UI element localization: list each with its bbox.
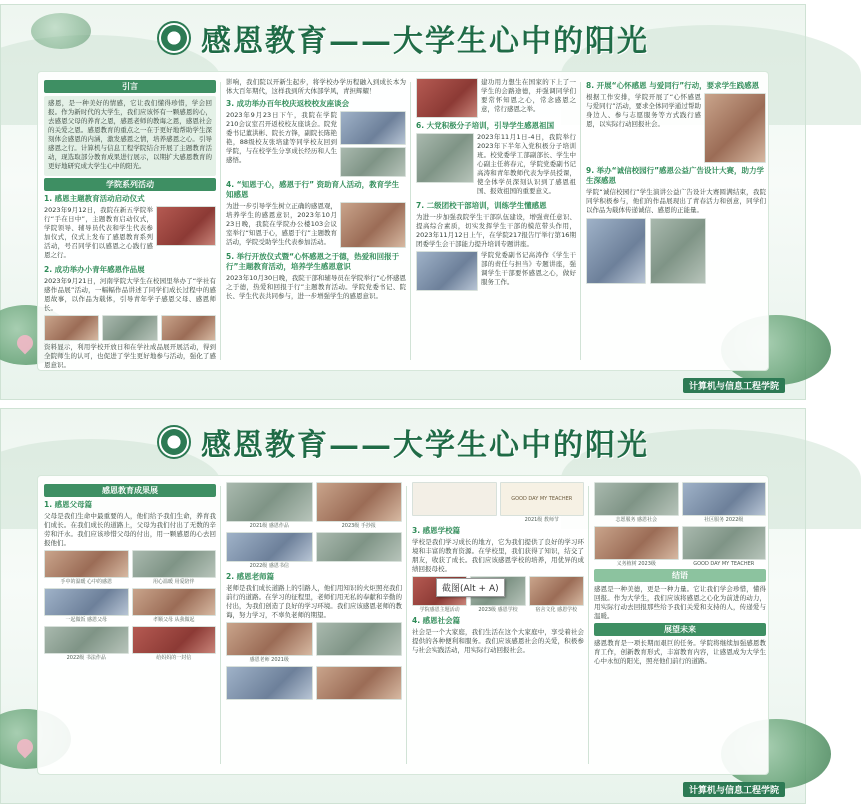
column-divider <box>580 82 581 360</box>
photo <box>226 666 313 700</box>
teacher-card: GOOD DAY MY TEACHER <box>500 482 585 516</box>
college-name: 计算机与信息工程学院 <box>683 378 785 393</box>
photo <box>132 550 217 578</box>
photo-caption: 2022级 感恩书信 <box>249 563 289 569</box>
photo-grid <box>412 482 584 523</box>
section-title: 3. 感恩学校篇 <box>412 526 461 535</box>
section-title: 9. 举办“诚信校园行”感恩公益广告设计大赛，助力学生深感恩 <box>586 166 765 185</box>
conclusion-heading: 结语 <box>594 569 766 582</box>
results-heading: 感恩教育成果展 <box>44 484 216 497</box>
photo-caption: 用心温暖 用爱陪伴 <box>152 579 195 585</box>
section-text: 建功用力想生在国家的下上了一学生的会路途德，并强调同学们要常怀知恩之心，常念感恩之意，常行感恩之举。 <box>481 78 576 113</box>
content-panel <box>37 71 769 371</box>
photo <box>416 251 478 291</box>
photo <box>529 576 584 606</box>
photo <box>340 202 406 248</box>
conclusion-text: 感恩是一种美德，更是一种力量。它让我们学会珍惜，懂得回报。作为大学生，我们应该将感恩之心化为前进的动力，用实际行动去回报那些给予我们关爱和支持的人，传递爱与温暖。 <box>594 585 766 620</box>
photo-caption: 手中的温暖 心中的感恩 <box>60 579 113 585</box>
section-text: 2023年9月23日下午，我院在学院210会议室召开返校校友座谈会。院党委书记董洪彬、院长方锋，副院长陈艳艳，88级校友张培建等同学校友回到学院，与在校学生分享成长经历和人生感悟。 <box>226 111 337 164</box>
photo <box>316 666 403 700</box>
college-name: 计算机与信息工程学院 <box>683 782 785 797</box>
section-title: 7. 二级团校干部培训，训练学生懂感恩 <box>416 201 547 210</box>
photo <box>340 147 406 177</box>
photo-caption: 学院感恩主题活动 <box>419 607 460 613</box>
photo-caption: 义务植树 2023级 <box>616 561 656 567</box>
section-title: 1. 感恩父母篇 <box>44 500 93 509</box>
photo-caption: 宿舍文化 感恩学校 <box>535 607 578 613</box>
photo <box>340 111 406 145</box>
photo-caption: GOOD DAY MY TEACHER <box>693 561 755 567</box>
column-divider <box>220 486 221 764</box>
screenshot-tooltip: 截图(Alt + A) <box>436 578 505 597</box>
content-panel <box>37 475 769 775</box>
photo <box>102 315 157 341</box>
section-text: 为进一步加强我院学生干部队伍建设，增强责任意识、提高综合素质，切实发挥学生干部的模范带头作用，2023年11月12日上午，在学院217报告厅举行第16期团委学生会干部能力提升培训专题讲座。 <box>416 213 576 248</box>
photo-caption: 孝顺父母 从我做起 <box>152 617 195 623</box>
column-divider <box>410 82 411 360</box>
photo-caption: 感恩老师 2021级 <box>249 657 289 663</box>
bottom-board <box>0 408 806 804</box>
photo-caption: 一起做饭 感恩父母 <box>65 617 108 623</box>
section-text: 2023年9月21日，河南学院大学生在校园里举办了“学社有感作品展”活动，一幅幅作品讲述了同学们成长过程中的感恩故事，以作品为载体，引导青年学子感恩父母、感恩师长。 <box>44 277 216 312</box>
section-text: 老师是我们成长道路上的引路人，他们用知识的火炬照亮我们前行的道路。在学习的征程里，老师们用无私的奉献和辛勤的付出，为我们创造了良好的学习环境。我们应该感恩老师的教诲，努力学习，不辜负老师的期望。 <box>226 584 402 619</box>
section-title: 3. 成功举办百年校庆返校校友座谈会 <box>226 99 350 108</box>
column-2 <box>226 482 402 768</box>
column-3 <box>412 482 584 768</box>
column-4 <box>594 482 766 768</box>
photo <box>316 482 403 522</box>
section-title: 2. 成功举办小青年感恩作品展 <box>44 265 145 274</box>
board-title: 感恩教育——大学生心中的阳光 <box>201 428 649 463</box>
column-4 <box>586 78 766 364</box>
section-text: 影响，我们院以开新生起步，将学校办学历程融入到成长本为体大百年期代，这样我到所大体部学风，青担辉耀！ <box>226 78 406 95</box>
column-2 <box>226 78 406 364</box>
photo-grid <box>226 482 402 569</box>
section-text: 学校是我们学习成长的地方，它为我们提供了良好的学习环境和丰富的教育资源。在学校里，我们获得了知识，结交了朋友，收获了成长。我们应该感恩学校的培养，用优异的成绩回报母校。 <box>412 538 584 573</box>
intro-text: 感恩，是一种美好的情感，它让我们懂得珍惜，学会回报。作为新时代的大学生，我们应该怀有一颗感恩的心，去感恩父母的养育之恩，感恩老师的教诲之恩，感恩社会的关爱之恩。感恩教育的重点之一在于更好地帮助学生深刻体会感恩的内涵，激发感恩之情，培养感恩之心。引导感恩之行。计算机与信息工程学院结合开展了主题教育活动，现选取部分教育成果进行展示，以期扩大感恩教育的更好地研究成大学生心中的阳光。 <box>48 99 212 170</box>
photo-caption: 2023级 感恩学校 <box>478 607 518 613</box>
photo <box>226 622 313 656</box>
photo-caption: 给妈妈的一封信 <box>156 655 192 661</box>
photo <box>594 526 679 560</box>
poster-image <box>586 218 646 284</box>
section-text: 2023年10月30日晚，我院干部和辅导员在学院举行“心怀感恩之于德，热爱和回报于行”主题教育活动。学院党委书记、院长、学生代表共同参与，进一步增强学生的感恩意识。 <box>226 274 406 300</box>
photo <box>44 588 129 616</box>
photo <box>44 315 99 341</box>
poster-image <box>650 218 706 284</box>
section-text: 为进一步引导学生树立正确的感恩观，培养学生的感恩意识，2023年10月23日晚，我院在学院办公楼103会议室举行“知恩于心，感恩于行”主题教育活动，学院受助学生代表参加活动。 <box>226 202 337 246</box>
section-title: 6. 大党积极分子培训，引导学生感恩祖国 <box>416 121 555 130</box>
photo <box>316 622 403 656</box>
photo-caption: 2023级 手抄报 <box>341 523 376 529</box>
photo <box>44 550 129 578</box>
section-text: 资料显示，利用学校开放日和在学社成品展开展活动，得到全院师生的认可，也促进了学生更好地参与活动，强化了感恩意识。 <box>44 343 216 369</box>
photo <box>416 78 478 118</box>
photo-grid <box>44 550 216 661</box>
photo <box>316 532 403 562</box>
photo <box>44 626 129 654</box>
board-header <box>1 13 805 63</box>
column-divider <box>220 82 221 360</box>
top-board <box>0 4 806 400</box>
future-text: 感恩教育是一项长期而艰巨的任务。学院将继续加强感恩教育工作，创新教育形式，丰富教育内容，让感恩成为大学生心中永恒的阳光，照亮他们前行的道路。 <box>594 639 766 665</box>
section-text: 2023年11月1日-4日，我院举行2023年下半年入党积极分子培训班。校党委学工部副部长、学生中心副主任蒋春元，学院党委副书记高涛和青年教师代表为学员授课，使全体学员深刻认识到了感恩祖国、报效祖国的重要意义。 <box>477 133 576 195</box>
column-3 <box>416 78 576 364</box>
photo <box>594 482 679 516</box>
section-text: 社会是一个大家庭，我们生活在这个大家庭中，享受着社会提供的各种便利和服务。我们应该感恩社会的关爱，积极参与社会实践活动，用实际行动回报社会。 <box>412 628 584 654</box>
photo-grid <box>594 482 766 567</box>
column-1 <box>44 78 216 369</box>
section-title: 4. “知恩于心，感恩于行” 资助育人活动，教育学生知感恩 <box>226 180 400 199</box>
photo-caption: 2022级 书法作品 <box>66 655 106 661</box>
college-emblem-icon <box>157 21 191 55</box>
section-text: 学院“诚信校园行”学生演讲公益广告设计大赛圆满结束，我院同学积极参与，他们的作品展现出了青春活力和创意，同学们以作品为载体传递诚信、感恩的正能量。 <box>586 188 766 214</box>
board-title: 感恩教育——大学生心中的阳光 <box>201 24 649 59</box>
photo <box>416 133 474 183</box>
intro-heading: 引言 <box>44 80 216 93</box>
photo <box>704 93 766 163</box>
photo <box>226 482 313 522</box>
section-title: 8. 开展“心怀感恩 与爱同行”行动，要求学生践感恩 <box>586 81 760 90</box>
section-text: 父母是我们生命中最重要的人，他们给予我们生命，养育我们成长。在我们成长的道路上，父母为我们付出了无数的辛劳和汗水。我们应该珍惜父母的付出，用一颗感恩的心去回报他们。 <box>44 512 216 547</box>
photo-caption: 2021级 感恩作品 <box>249 523 289 529</box>
photo <box>132 626 217 654</box>
photo <box>132 588 217 616</box>
section-title: 2. 感恩老师篇 <box>226 572 275 581</box>
photo-grid <box>226 622 402 700</box>
section-title: 4. 感恩社会篇 <box>412 616 461 625</box>
photo <box>682 526 767 560</box>
column-1 <box>44 482 216 768</box>
photo <box>226 532 313 562</box>
photo-caption: 志愿服务 感恩社会 <box>615 517 658 523</box>
section-title: 5. 举行开放仪式暨“心怀感恩之于德，热爱和回报于行”主题教育活动，培养学生感恩意识 <box>226 252 400 271</box>
photo <box>682 482 767 516</box>
board-header <box>1 417 805 467</box>
intro-box <box>44 96 216 176</box>
photo-caption: 社区服务 2022级 <box>704 517 744 523</box>
future-heading: 展望未来 <box>594 623 766 636</box>
section-text: 根据工作安排，学院开展了“心怀感恩 与爱同行”活动，要求全体同学通过帮助身边人、参与志愿服务等方式践行感恩，以实际行动回报社会。 <box>586 93 701 128</box>
column-divider <box>406 486 407 764</box>
college-emblem-icon <box>157 425 191 459</box>
photo <box>161 315 216 341</box>
section-title: 1. 感恩主题教育活动启动仪式 <box>44 194 145 203</box>
photo-grid <box>44 315 216 341</box>
card-image <box>412 482 497 516</box>
section-text: 学院党委副书记高涛作《学生干部的责任与担当》专题讲座，强调学生干部要怀感恩之心，做好服务工作。 <box>481 251 576 286</box>
photo-caption: 2021级 教师节 <box>524 517 559 523</box>
activities-heading: 学院系列活动 <box>44 178 216 191</box>
column-divider <box>588 486 589 764</box>
photo <box>156 206 216 246</box>
section-text: 2023年9月12日，我院在新五学院举行“手在日中”，主题教育启动仪式，学院领导、辅导员代表和学生代表参加仪式，仪式上发布了感恩教育系列活动，号召同学们以感恩之心践行感恩之行。 <box>44 206 153 259</box>
